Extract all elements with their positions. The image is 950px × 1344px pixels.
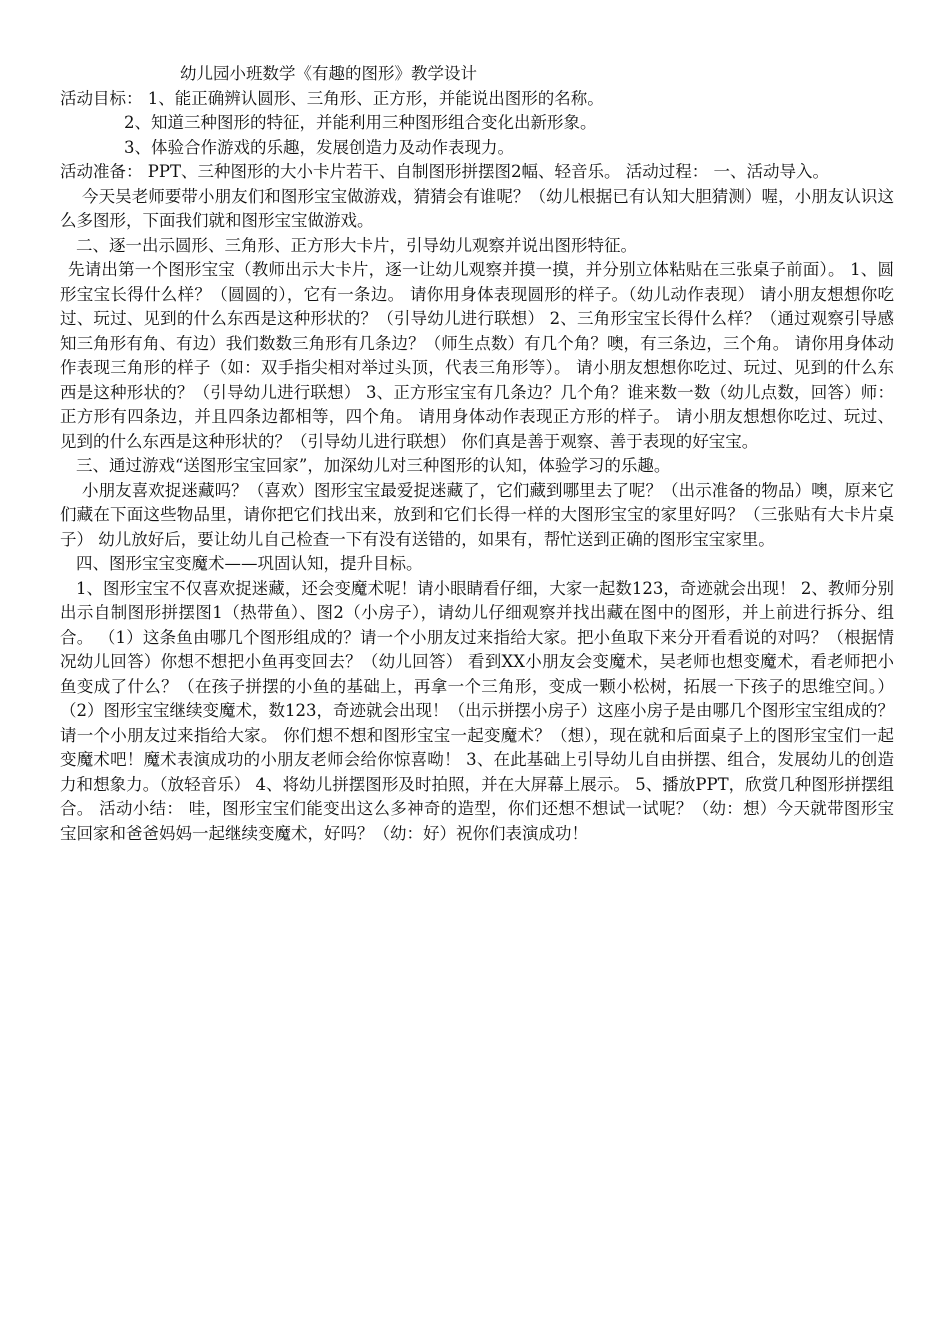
activity-goal-2: 2、知道三种图形的特征，并能利用三种图形组合变化出新形象。 <box>124 113 597 132</box>
section-3-body: 小朋友喜欢捉迷藏吗？（喜欢）图形宝宝最爱捉迷藏了，它们藏到哪里去了呢？（出示准备的物品）噢，原来它们藏在下面这些物品里，请你把它们找出来，放到和它们长得一样的大图形宝宝的家里好吗？（三张贴有大卡片桌子） 幼儿放好后，要让幼儿自己检查一下有没有送错的，如果有，帮忙送到正确的图形宝宝家里。 <box>60 480 894 549</box>
section-4-body: 1、图形宝宝不仅喜欢捉迷藏，还会变魔术呢！请小眼睛看仔细，大家一起数123，奇迹就会出现！ 2、教师分别出示自制图形拼摆图1（热带鱼）、图2（小房子），请幼儿仔细观察并找出藏在图中的图形，并上前进行拆分、组合。 （1）这条鱼由哪几个图形组成的？请一个小朋友过来指给大家。把小鱼取下来分开看看说的对吗？（根据情况幼儿回答）你想不想把小鱼再变回去？（幼儿回答） 看到XX小朋友会变魔术，吴老师也想变魔术，看老师把小鱼变成了什么？（在孩子拼摆的小鱼的基础上，再拿一个三角形，变成一颗小松树，拓展一下孩子的思维空间。） （2）图形宝宝继续变魔术，数123，奇迹就会出现！（出示拼摆小房子）这座小房子是由哪几个图形宝宝组成的？请一个小朋友过来指给大家。 你们想不想和图形宝宝一起变魔术？（想），现在就和后面桌子上的图形宝宝们一起变魔术吧！魔术表演成功的小朋友老师会给你惊喜呦！ 3、在此基础上引导幼儿自由拼摆、组合，发展幼儿的创造力和想象力。（放轻音乐） 4、将幼儿拼摆图形及时拍照，并在大屏幕上展示。 5、播放PPT，欣赏几种图形拼摆组合。 活动小结： 哇，图形宝宝们能变出这么多神奇的造型，你们还想不想试一试呢？（幼：想）今天就带图形宝宝回家和爸爸妈妈一起继续变魔术，好吗？（幼：好）祝你们表演成功！ <box>60 578 894 843</box>
activity-goals: 活动目标： 1、能正确辨认圆形、三角形、正方形，并能说出图形的名称。 <box>60 88 604 108</box>
section-4-heading: 四、图形宝宝变魔术——巩固认知，提升目标。 <box>76 554 423 573</box>
section-2-heading: 二、逐一出示圆形、三角形、正方形大卡片，引导幼儿观察并说出图形特征。 <box>76 235 637 255</box>
section-3-heading: 三、通过游戏“送图形宝宝回家”，加深幼儿对三种图形的认知，体验学习的乐趣。 <box>76 456 671 475</box>
intro-paragraph: 今天吴老师要带小朋友们和图形宝宝做游戏，猜猜会有谁呢？（幼儿根据已有认知大胆猜测）喔，小朋友认识这么多图形，下面我们就和图形宝宝做游戏。 <box>60 186 894 230</box>
document-title: 幼儿园小班数学《有趣的图形》教学设计 <box>180 64 477 83</box>
activity-preparation: 活动准备： PPT、三种图形的大小卡片若干、自制图形拼摆图2幅、轻音乐。 活动过程： 一、活动导入。 <box>60 162 829 181</box>
section-2-body: 先请出第一个图形宝宝（教师出示大卡片，逐一让幼儿观察并摸一摸，并分别立体粘贴在三张桌子前面）。 1、圆形宝宝长得什么样？（圆圆的），它有一条边。 请你用身体表现圆形的样子。（幼儿动作表现） 请小朋友想想你吃过、玩过、见到的什么东西是这种形状的？（引导幼儿进行联想） 2、三角形宝宝长得什么样？（通过观察引导感知三角形有角、有边）我们数数三角形有几条边？（师生点数）有几个角？噢，有三条边，三个角。 请你用身体动作表现三角形的样子（如：双手指尖相对举过头顶，代表三角形等）。 请小朋友想想你吃过、玩过、见到的什么东西是这种形状的？（引导幼儿进行联想） 3、正方形宝宝有几条边？几个角？谁来数一数（幼儿点数，回答）师：正方形有四条边，并且四条边都相等，四个角。 请用身体动作表现正方形的样子。 请小朋友想想你吃过、玩过、见到的什么东西是这种形状的？（引导幼儿进行联想） 你们真是善于观察、善于表现的好宝宝。 <box>60 260 894 451</box>
document-body <box>60 62 894 846</box>
activity-goal-3: 3、体验合作游戏的乐趣，发展创造力及动作表现力。 <box>124 137 514 157</box>
